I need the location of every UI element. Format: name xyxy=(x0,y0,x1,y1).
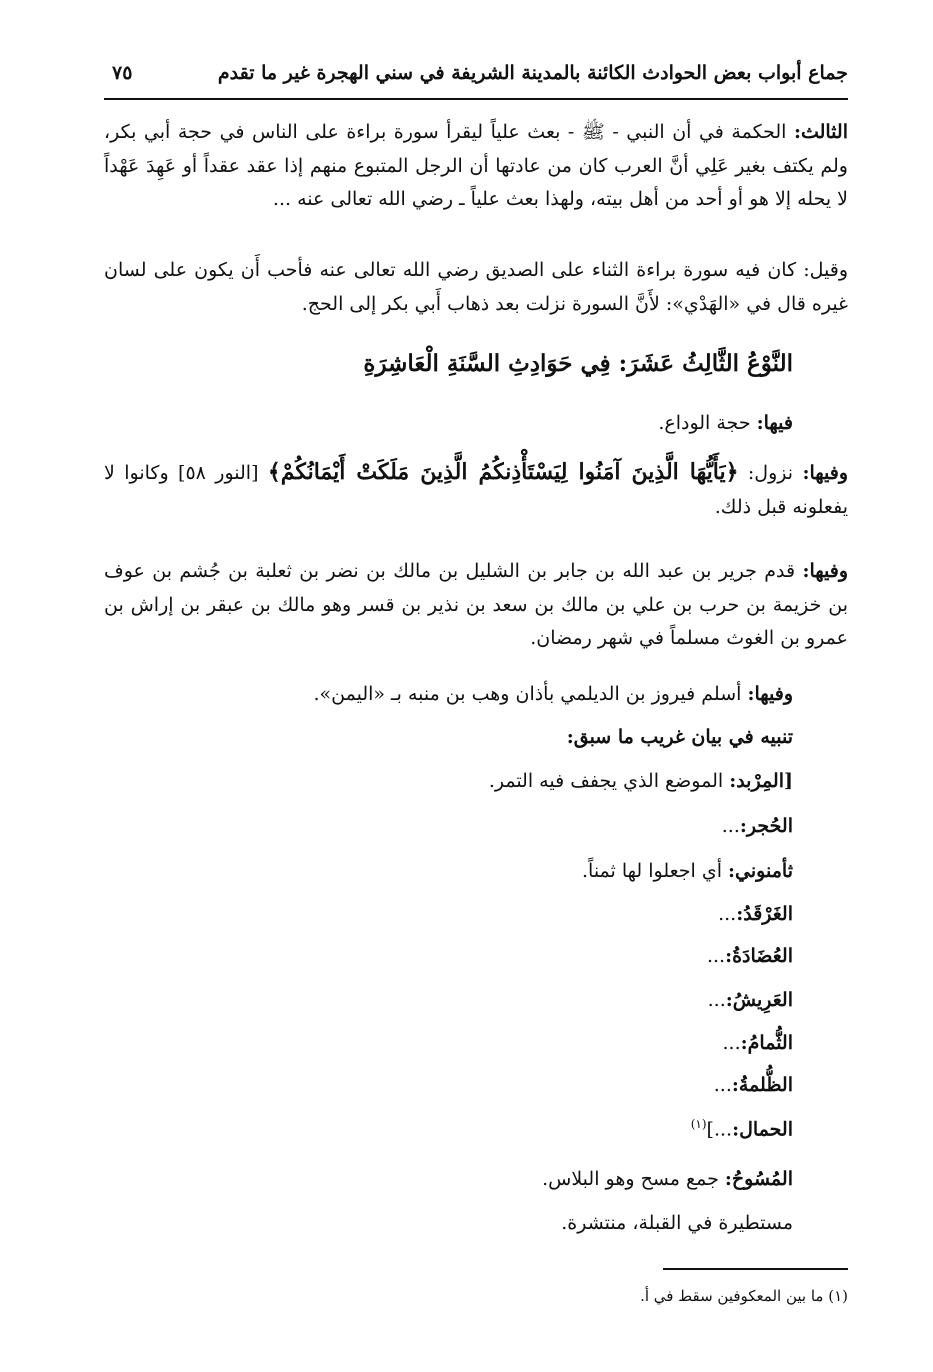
glossary-term: الظُّلمةُ: xyxy=(731,1074,793,1096)
glossary-definition: ... xyxy=(718,903,737,925)
glossary-definition: جمع مسح وهو البلاس. xyxy=(542,1168,725,1190)
glossary-definition: ... xyxy=(722,1032,741,1054)
page-number: ٧٥ xyxy=(112,62,133,84)
glossary-term: [المِرْبد: xyxy=(729,770,793,792)
glossary-definition: ... xyxy=(707,989,726,1011)
glossary-item xyxy=(561,1212,793,1234)
glossary-item xyxy=(542,1168,793,1190)
paragraph-text: حجة الوداع. xyxy=(658,412,757,434)
glossary-term: المُسُوحُ: xyxy=(724,1168,793,1190)
glossary-item xyxy=(707,945,793,967)
glossary-term: ثأمنوني: xyxy=(728,860,793,882)
glossary-definition: ...] xyxy=(706,1118,733,1141)
glossary-term: الغَرْقَدُ: xyxy=(736,903,793,925)
glossary-item xyxy=(582,860,793,882)
paragraph-text: قدم جرير بن عبد الله بن جابر بن الشليل بن مالك بن نضر بن ثعلبة بن جُشم بن عوف بن خزيمة بن حرب بن علي بن مالك بن سعد بن نذير بن قسر وهو مالك بن عبقر بن إراش بن عمرو بن الغوث مسلماً في شهر رمضان. xyxy=(104,560,848,649)
paragraph-text: الحكمة في أن النبي - ﷺ - بعث علياً ليقرأ سورة براءة على الناس في حجة أبي بكر، ولم يكتف بغير عَلِي أنَّ العرب كان من عادتها أن الرجل المتبوع منهم إذا عقد عقداً أو عَهِدَ عَهْداً لا يحله إلا هو أو أحد من أهل بيته، ولهذا بعث علياً ـ رضي الله تعالى عنه ... xyxy=(104,121,848,210)
glossary-item xyxy=(718,903,793,925)
paragraph-fayruz xyxy=(313,683,793,705)
glossary-item xyxy=(714,1074,793,1096)
glossary-term: الحُجر: xyxy=(739,815,793,837)
glossary-definition: أي اجعلوا لها ثمناً. xyxy=(581,860,729,882)
footnote-marker: (١) xyxy=(690,1117,707,1131)
paragraph-text: أسلم فيروز بن الديلمي بأذان وهب بن منبه بـ «اليمن». xyxy=(313,683,748,705)
glossary-item xyxy=(489,770,793,792)
footnote-divider xyxy=(663,1268,848,1270)
notice-title: تنبيه في بيان غريب ما سبق: xyxy=(566,726,793,748)
paragraph-text: نزول: xyxy=(738,462,803,484)
glossary-item xyxy=(691,1117,793,1140)
paragraph-label: وفيها: xyxy=(802,462,849,484)
paragraph-label: وفيها: xyxy=(802,560,848,582)
paragraph-farewell-hajj xyxy=(658,412,793,434)
glossary-definition: ... xyxy=(713,1074,732,1096)
page-header xyxy=(104,52,848,100)
glossary-definition: مستطيرة في القبلة، منتشرة. xyxy=(561,1212,793,1234)
paragraph-label: فيها: xyxy=(756,412,793,434)
paragraph-qila xyxy=(104,254,848,321)
glossary-item xyxy=(722,815,793,837)
footnote: (١) ما بين المعكوفين سقط في أ. xyxy=(640,1287,848,1305)
glossary-term: الثُّمامُ: xyxy=(740,1032,793,1054)
paragraph-label: الثالث: xyxy=(793,121,848,143)
paragraph-label: وفيها: xyxy=(747,683,793,705)
paragraph-verse-revelation xyxy=(104,456,848,524)
glossary-definition: ... xyxy=(721,815,740,837)
paragraph-text: وكانوا لا يفعلونه قبل ذلك. xyxy=(104,462,848,518)
paragraph-jarir xyxy=(104,555,848,656)
glossary-term: العَرِيشُ: xyxy=(725,989,793,1011)
verse-reference: [النور ٥٨] xyxy=(178,462,268,484)
paragraph-text: وقيل: كان فيه سورة براءة الثناء على الصديق رضي الله تعالى عنه فأحب أَن يكون على لسان غيره قال في «الهَدْي»: لأَنَّ السورة نزلت بعد ذهاب أَبي بكر إلى الحج. xyxy=(104,259,848,315)
glossary-definition: ... xyxy=(706,945,726,967)
running-title: جماع أبواب بعض الحوادث الكائنة بالمدينة الشريفة في سني الهجرة غير ما تقدم xyxy=(217,62,848,84)
section-title: النَّوْعُ الثَّالِثُ عَشَرَ: فِي حَوَادِثِ السَّنَةِ الْعَاشِرَةِ xyxy=(363,350,793,377)
quran-verse: ﴿يَأَيُّهَا الَّذِينَ آمَنُوا لِيَسْتَأْذِنكُمُ الَّذِينَ مَلَكَتْ أَيْمَانُكُمْ﴾ xyxy=(267,459,739,485)
glossary-term: الحمال: xyxy=(732,1118,793,1141)
glossary-term: العُضَادَةُ: xyxy=(725,945,793,967)
glossary-definition: الموضع الذي يجفف فيه التمر. xyxy=(488,770,730,792)
paragraph-third-wisdom xyxy=(104,116,848,217)
glossary-item xyxy=(723,1032,793,1054)
glossary-item xyxy=(708,989,793,1011)
